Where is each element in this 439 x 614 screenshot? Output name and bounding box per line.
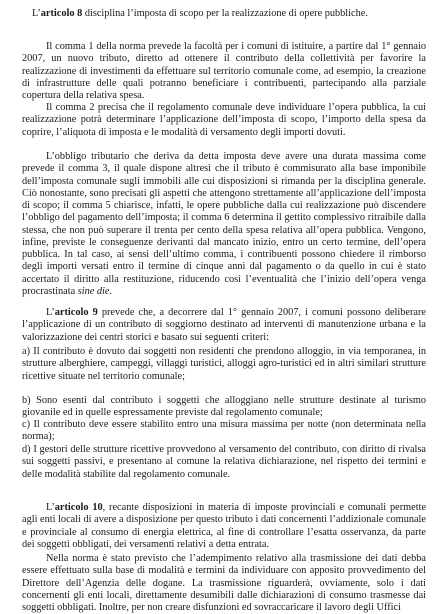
list-item-a: a) Il contributo è dovuto dai soggetti non residenti che prendono alloggio, in via temporanea, in strutture alberghiere, campeggi, villaggi turistici, alloggi agro-turistici ed in altri similari strutture ricettive situate nel territorio comunale;: [22, 346, 426, 382]
text-run: .: [109, 285, 113, 297]
article-8-heading: [32, 8, 426, 20]
text-run: , recante disposizioni in materia di imposte provinciali e comunali permette agli enti locali di avere a disposizione per questo tributo i dati concernenti l’addizionale comunale e provinciale al consumo di energia elettrica, al fine di controllare l’esatta osservanza, da parte dei soggetti obbligati, dei versamenti relativi a detta entrata.: [22, 502, 427, 550]
text-run: prevede che, a decorrere dal 1° gennaio 2007, i comuni possono deliberare l’applicazione di un contributo di soggiorno destinato ad interventi di manutenzione urbana e la valorizzazione dei centri storici e basato sui seguenti criteri:: [22, 307, 426, 343]
italic-text: sine die: [77, 285, 110, 297]
text-run: L’: [46, 307, 55, 318]
article-9-intro: [22, 307, 426, 344]
text-run: L’obbligo tributario che deriva da detta imposta deve avere una durata massima come prevede il comma 3, il quale dispone altresì che il tributo è commisurato alla base imponibile dell’imposta comunale sugli immobili alle cui disposizioni si rimanda per la disciplina generale. Ciò nonostante, sono precisati gli aspetti che attengono strettamente all’applicazione dell’imposta di scopo; il comma 5 chiarisce, infatti, le opere pubbliche dalla cui realizzazione può discendere l’obbligo del pagamento dell’imposta; il comma 6 determina il gettito complessivo ritraibile dalla stessa, che non può superare il trenta per cento della spesa relativa all’opera pubblica. Vengono, infine, previste le conseguenze derivanti dal mancato inizio, entro un certo termine, dell’opera pubblica. In tal caso, ai sensi dell’ultimo comma, i contribuenti possono chiedere il rimborso degli importi versati entro il termine di cinque anni dal pagamento o da quello in cui è stato accertato il diritto alla restituzione, riducendo così l’eventualità che l’inizio dell’opera venga procrastinata: [22, 151, 426, 297]
list-item-c: c) Il contributo deve essere stabilito entro una misura massima per notte (non determinata nella norma);: [22, 419, 426, 443]
document-page: [22, 0, 426, 614]
article-8-label: articolo 8: [40, 8, 83, 19]
text-run: L’: [32, 8, 41, 19]
article-9-label: articolo 9: [54, 307, 98, 318]
text-run: L’: [46, 502, 55, 513]
text-run: disciplina l’imposta di scopo per la realizzazione di opere pubbliche.: [82, 8, 368, 19]
article-10-paragraph-2: Nella norma è stato previsto che l’adempimento relativo alla trasmissione dei dati debba essere effettuato sulla base di modalità e termini da individuare con apposito provvedimento del Direttore dell’Agenzia delle dogane. La trasmissione riguarderà, ovviamente, solo i dati concernenti gli enti locali, direttamente desumibili dalle dichiarazioni di consumo trasmesse dai soggetti obbligati. Inoltre, per non creare disfunzioni ed sovraccaricare il lavoro degli Uffici: [22, 553, 426, 613]
article-10-label: articolo 10: [54, 502, 103, 513]
list-item-d: d) I gestori delle strutture ricettive provvedono al versamento del contributo, con diritto di rivalsa sui soggetti passivi, e presentano al comune la relativa dichiarazione, nel rispetto dei termini e delle modalità stabilite dal regolamento comunale.: [22, 444, 426, 480]
article-8-paragraph-2: Il comma 2 precisa che il regolamento comunale deve individuare l’opera pubblica, la cui realizzazione potrà determinare l’applicazione dell’imposta di scopo, l’importo della spesa da coprire, l’aliquota di imposta e le modalità di versamento degli importi dovuti.: [22, 102, 426, 138]
article-8-paragraph-3: [22, 151, 426, 298]
article-10-intro: [22, 502, 426, 551]
list-item-b: b) Sono esenti dal contributo i soggetti che alloggiano nelle strutture destinate al turismo giovanile ed in quelle espressamente previste dal regolamento comunale;: [22, 395, 426, 419]
article-8-paragraph-1: Il comma 1 della norma prevede la facoltà per i comuni di istituire, a partire dal 1° gennaio 2007, un nuovo tributo, diretto ad ottenere il contributo della collettività per favorire la realizzazione di investimenti da effettuare sul territorio comunale come, ad esempio, la creazione di infrastrutture delle quali potranno beneficiare i contribuenti, partecipando alla parziale copertura della relativa spesa.: [22, 41, 426, 101]
